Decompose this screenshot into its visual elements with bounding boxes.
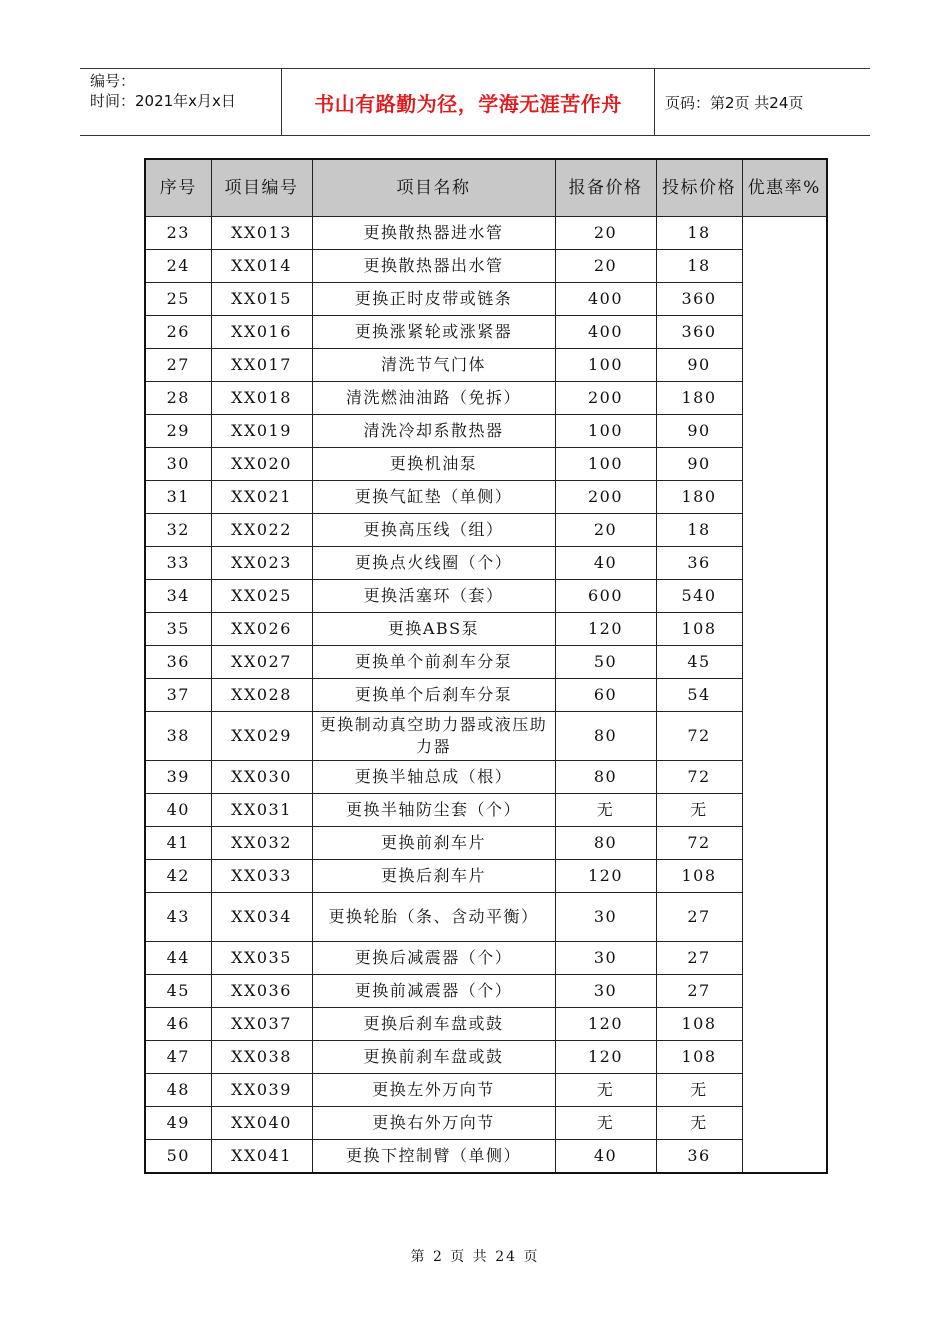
cell-code: XX036 (211, 975, 312, 1008)
table-row (145, 481, 827, 514)
cell-index: 42 (145, 860, 211, 893)
cell-filed-price: 200 (555, 382, 656, 415)
table-row (145, 1041, 827, 1074)
cell-bid-price: 18 (656, 250, 742, 283)
cell-code: XX015 (211, 283, 312, 316)
cell-index: 25 (145, 283, 211, 316)
cell-bid-price: 54 (656, 679, 742, 712)
cell-name: 更换制动真空助力器或液压助力器 (312, 712, 555, 761)
table-row (145, 382, 827, 415)
cell-index: 39 (145, 761, 211, 794)
cell-code: XX026 (211, 613, 312, 646)
cell-index: 27 (145, 349, 211, 382)
table-header-row (145, 159, 827, 217)
cell-index: 26 (145, 316, 211, 349)
cell-index: 46 (145, 1008, 211, 1041)
cell-bid-price: 27 (656, 893, 742, 942)
cell-name: 更换正时皮带或链条 (312, 283, 555, 316)
cell-filed-price: 无 (555, 794, 656, 827)
cell-name: 更换活塞环（套） (312, 580, 555, 613)
cell-name: 更换高压线（组） (312, 514, 555, 547)
cell-bid-price: 18 (656, 514, 742, 547)
cell-bid-price: 36 (656, 1140, 742, 1174)
table-row (145, 1008, 827, 1041)
cell-code: XX022 (211, 514, 312, 547)
cell-code: XX035 (211, 942, 312, 975)
cell-code: XX040 (211, 1107, 312, 1140)
cell-code: XX018 (211, 382, 312, 415)
cell-code: XX041 (211, 1140, 312, 1174)
table-row (145, 448, 827, 481)
table-row (145, 1107, 827, 1140)
cell-filed-price: 20 (555, 514, 656, 547)
cell-bid-price: 108 (656, 1041, 742, 1074)
cell-filed-price: 无 (555, 1074, 656, 1107)
table-row (145, 761, 827, 794)
cell-filed-price: 20 (555, 217, 656, 250)
cell-filed-price: 50 (555, 646, 656, 679)
cell-filed-price: 20 (555, 250, 656, 283)
cell-name: 更换后减震器（个） (312, 942, 555, 975)
cell-name: 清洗节气门体 (312, 349, 555, 382)
cell-bid-price: 无 (656, 1074, 742, 1107)
cell-name: 更换后刹车盘或鼓 (312, 1008, 555, 1041)
code-label: 编号： (90, 72, 136, 90)
price-table (144, 158, 828, 1174)
cell-filed-price: 80 (555, 827, 656, 860)
cell-name: 更换涨紧轮或涨紧器 (312, 316, 555, 349)
table-row (145, 794, 827, 827)
cell-index: 37 (145, 679, 211, 712)
cell-filed-price: 40 (555, 547, 656, 580)
cell-discount (742, 217, 827, 1174)
cell-index: 40 (145, 794, 211, 827)
cell-name: 更换后刹车片 (312, 860, 555, 893)
table-row (145, 827, 827, 860)
cell-index: 33 (145, 547, 211, 580)
cell-bid-price: 360 (656, 283, 742, 316)
cell-code: XX013 (211, 217, 312, 250)
cell-name: 更换前刹车片 (312, 827, 555, 860)
table-row (145, 217, 827, 250)
cell-filed-price: 400 (555, 283, 656, 316)
cell-bid-price: 108 (656, 613, 742, 646)
cell-filed-price: 100 (555, 349, 656, 382)
cell-filed-price: 40 (555, 1140, 656, 1174)
cell-bid-price: 180 (656, 382, 742, 415)
col-header-bid-price: 投标价格 (656, 159, 742, 217)
cell-index: 48 (145, 1074, 211, 1107)
cell-index: 34 (145, 580, 211, 613)
table-row (145, 1140, 827, 1174)
cell-code: XX025 (211, 580, 312, 613)
table-row (145, 547, 827, 580)
cell-filed-price: 30 (555, 893, 656, 942)
table-row (145, 415, 827, 448)
cell-name: 更换前减震器（个） (312, 975, 555, 1008)
cell-code: XX021 (211, 481, 312, 514)
cell-filed-price: 120 (555, 613, 656, 646)
cell-filed-price: 无 (555, 1107, 656, 1140)
col-header-discount: 优惠率% (742, 159, 827, 217)
cell-code: XX020 (211, 448, 312, 481)
table-row (145, 942, 827, 975)
cell-code: XX030 (211, 761, 312, 794)
cell-code: XX031 (211, 794, 312, 827)
cell-code: XX027 (211, 646, 312, 679)
cell-bid-price: 90 (656, 448, 742, 481)
motto: 书山有路勤为径，学海无涯苦作舟 (282, 69, 655, 135)
cell-code: XX028 (211, 679, 312, 712)
cell-code: XX037 (211, 1008, 312, 1041)
cell-name: 更换半轴总成（根） (312, 761, 555, 794)
cell-bid-price: 108 (656, 860, 742, 893)
cell-name: 更换点火线圈（个） (312, 547, 555, 580)
cell-index: 44 (145, 942, 211, 975)
cell-name: 更换ABS泵 (312, 613, 555, 646)
cell-index: 43 (145, 893, 211, 942)
cell-name: 更换前刹车盘或鼓 (312, 1041, 555, 1074)
cell-bid-price: 27 (656, 975, 742, 1008)
col-header-filed-price: 报备价格 (555, 159, 656, 217)
table-row (145, 679, 827, 712)
cell-filed-price: 120 (555, 1041, 656, 1074)
cell-bid-price: 72 (656, 712, 742, 761)
cell-code: XX019 (211, 415, 312, 448)
table-row (145, 514, 827, 547)
cell-index: 38 (145, 712, 211, 761)
cell-index: 45 (145, 975, 211, 1008)
header-meta (80, 69, 282, 135)
cell-name: 更换气缸垫（单侧） (312, 481, 555, 514)
table-row (145, 283, 827, 316)
cell-index: 32 (145, 514, 211, 547)
col-header-code: 项目编号 (211, 159, 312, 217)
page-footer: 第 2 页 共 24 页 (410, 1249, 540, 1265)
page-header (80, 68, 870, 136)
cell-filed-price: 80 (555, 712, 656, 761)
table-row (145, 580, 827, 613)
cell-filed-price: 30 (555, 942, 656, 975)
cell-filed-price: 400 (555, 316, 656, 349)
col-header-index: 序号 (145, 159, 211, 217)
cell-bid-price: 90 (656, 415, 742, 448)
cell-index: 50 (145, 1140, 211, 1174)
cell-name: 更换散热器出水管 (312, 250, 555, 283)
table-body (145, 217, 827, 1174)
cell-bid-price: 360 (656, 316, 742, 349)
cell-bid-price: 540 (656, 580, 742, 613)
cell-filed-price: 600 (555, 580, 656, 613)
col-header-name: 项目名称 (312, 159, 555, 217)
cell-index: 29 (145, 415, 211, 448)
cell-code: XX039 (211, 1074, 312, 1107)
cell-index: 47 (145, 1041, 211, 1074)
cell-name: 更换单个前刹车分泵 (312, 646, 555, 679)
cell-code: XX038 (211, 1041, 312, 1074)
cell-code: XX016 (211, 316, 312, 349)
cell-name: 更换散热器进水管 (312, 217, 555, 250)
cell-name: 更换右外万向节 (312, 1107, 555, 1140)
cell-name: 更换机油泵 (312, 448, 555, 481)
cell-index: 49 (145, 1107, 211, 1140)
table-row (145, 646, 827, 679)
cell-index: 41 (145, 827, 211, 860)
cell-bid-price: 90 (656, 349, 742, 382)
cell-bid-price: 27 (656, 942, 742, 975)
cell-bid-price: 无 (656, 794, 742, 827)
cell-index: 36 (145, 646, 211, 679)
cell-name: 更换左外万向节 (312, 1074, 555, 1107)
table-row (145, 893, 827, 942)
cell-bid-price: 45 (656, 646, 742, 679)
cell-bid-price: 72 (656, 761, 742, 794)
cell-name: 清洗燃油油路（免拆） (312, 382, 555, 415)
cell-filed-price: 100 (555, 448, 656, 481)
table-row (145, 712, 827, 761)
cell-name: 更换轮胎（条、含动平衡） (312, 893, 555, 942)
cell-bid-price: 180 (656, 481, 742, 514)
table-row (145, 250, 827, 283)
cell-bid-price: 18 (656, 217, 742, 250)
cell-name: 更换单个后刹车分泵 (312, 679, 555, 712)
cell-name: 更换下控制臂（单侧） (312, 1140, 555, 1174)
cell-code: XX034 (211, 893, 312, 942)
cell-filed-price: 80 (555, 761, 656, 794)
cell-bid-price: 108 (656, 1008, 742, 1041)
cell-code: XX014 (211, 250, 312, 283)
table-row (145, 316, 827, 349)
cell-index: 35 (145, 613, 211, 646)
cell-index: 31 (145, 481, 211, 514)
cell-name: 清洗冷却系散热器 (312, 415, 555, 448)
cell-code: XX017 (211, 349, 312, 382)
table-row (145, 975, 827, 1008)
table-row (145, 613, 827, 646)
cell-bid-price: 无 (656, 1107, 742, 1140)
cell-code: XX032 (211, 827, 312, 860)
cell-index: 24 (145, 250, 211, 283)
cell-bid-price: 72 (656, 827, 742, 860)
cell-code: XX029 (211, 712, 312, 761)
table-row (145, 1074, 827, 1107)
cell-bid-price: 36 (656, 547, 742, 580)
cell-index: 30 (145, 448, 211, 481)
cell-index: 23 (145, 217, 211, 250)
cell-filed-price: 30 (555, 975, 656, 1008)
time-label: 时间：2021年x月x日 (90, 92, 236, 110)
table-row (145, 349, 827, 382)
cell-filed-price: 120 (555, 1008, 656, 1041)
cell-filed-price: 120 (555, 860, 656, 893)
cell-filed-price: 60 (555, 679, 656, 712)
cell-name: 更换半轴防尘套（个） (312, 794, 555, 827)
table-row (145, 860, 827, 893)
cell-code: XX023 (211, 547, 312, 580)
cell-code: XX033 (211, 860, 312, 893)
cell-index: 28 (145, 382, 211, 415)
cell-filed-price: 200 (555, 481, 656, 514)
page-info: 页码：第2页 共24页 (665, 93, 804, 112)
cell-filed-price: 100 (555, 415, 656, 448)
